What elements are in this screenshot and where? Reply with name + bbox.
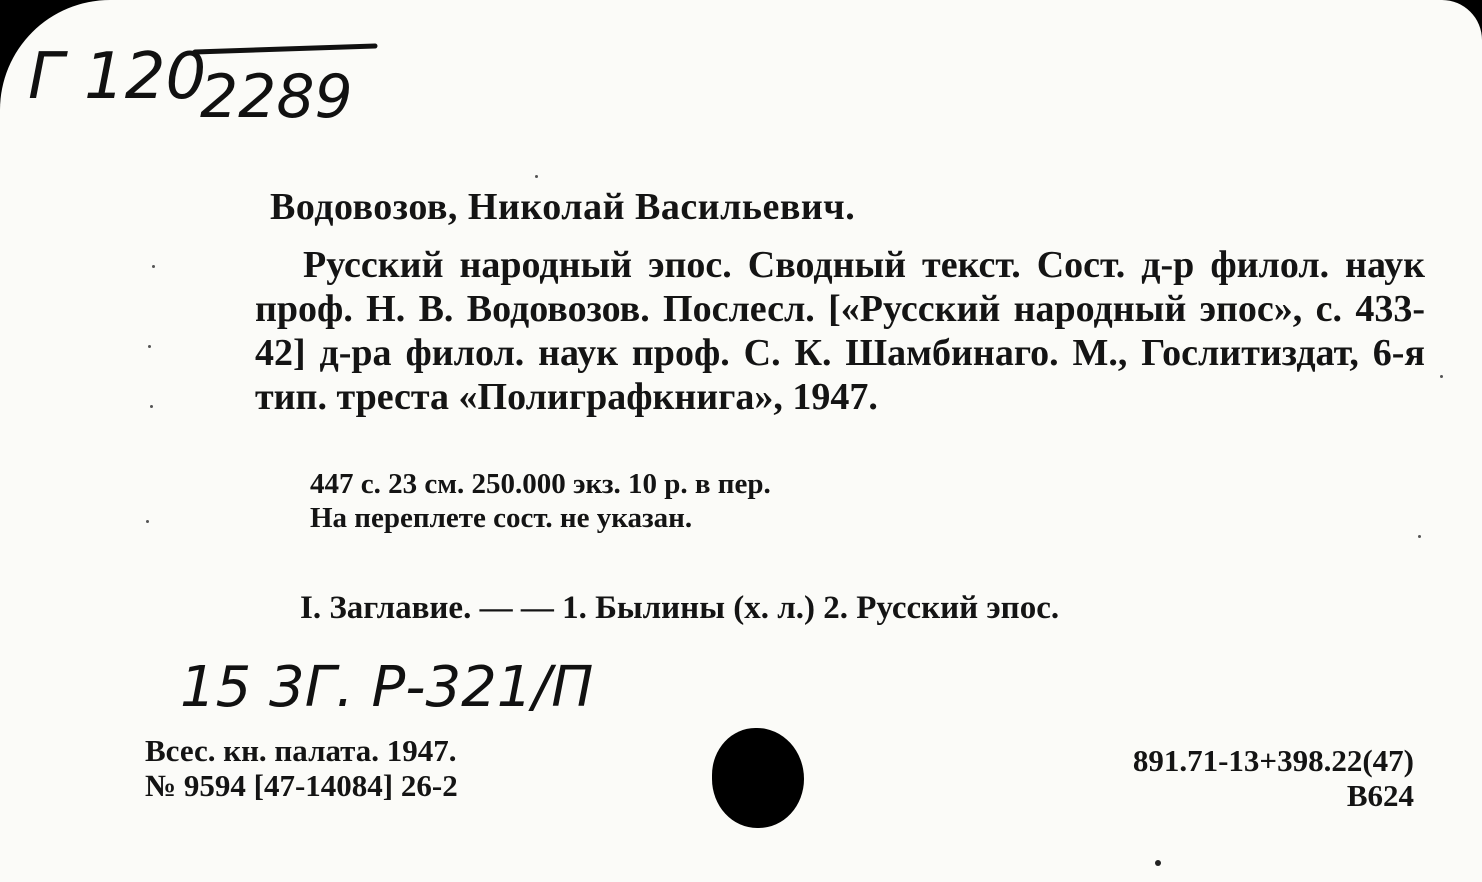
handwritten-call-number: 15 3Г. Р-321/П <box>180 655 594 720</box>
punch-hole <box>712 728 804 828</box>
registration-number: № 9594 [47-14084] 26-2 <box>145 768 458 803</box>
author-heading: Водовозов, Николай Васильевич. <box>270 186 856 228</box>
scan-speck <box>146 520 149 523</box>
physical-description: 447 с. 23 см. 250.000 экз. 10 р. в пер. <box>310 468 771 500</box>
scan-speck <box>150 405 153 408</box>
author-mark: В624 <box>1346 778 1414 813</box>
scan-speck <box>1440 375 1443 378</box>
subject-headings: I. Заглавие. — — 1. Былины (х. л.) 2. Русский эпос. <box>300 590 1060 626</box>
scan-speck <box>1418 535 1421 538</box>
scan-speck <box>148 345 151 348</box>
title-description <box>255 215 1425 419</box>
description-text: Русский народный эпос. Сводный текст. Сост. д-р филол. наук проф. Н. В. Водовозов. Послесл. [«Русский народный эпос», с. 433-42] д-ра филол. наук проф. С. К. Шамбинаго. М., Гослитиздат, 6-я тип. треста «Полиграфкнига», 1947. <box>255 244 1425 418</box>
scan-speck <box>1155 860 1161 866</box>
handwritten-shelfmark: Г 120 <box>28 40 207 114</box>
binding-note: На переплете сост. не указан. <box>310 502 693 534</box>
handwritten-underline <box>190 40 380 60</box>
scan-speck <box>535 175 538 178</box>
handwritten-number: 2289 <box>200 62 353 132</box>
scan-speck <box>152 265 155 268</box>
book-chamber-line: Всес. кн. палата. 1947. <box>145 733 457 768</box>
classification-index: 891.71-13+398.22(47) <box>1132 743 1414 778</box>
